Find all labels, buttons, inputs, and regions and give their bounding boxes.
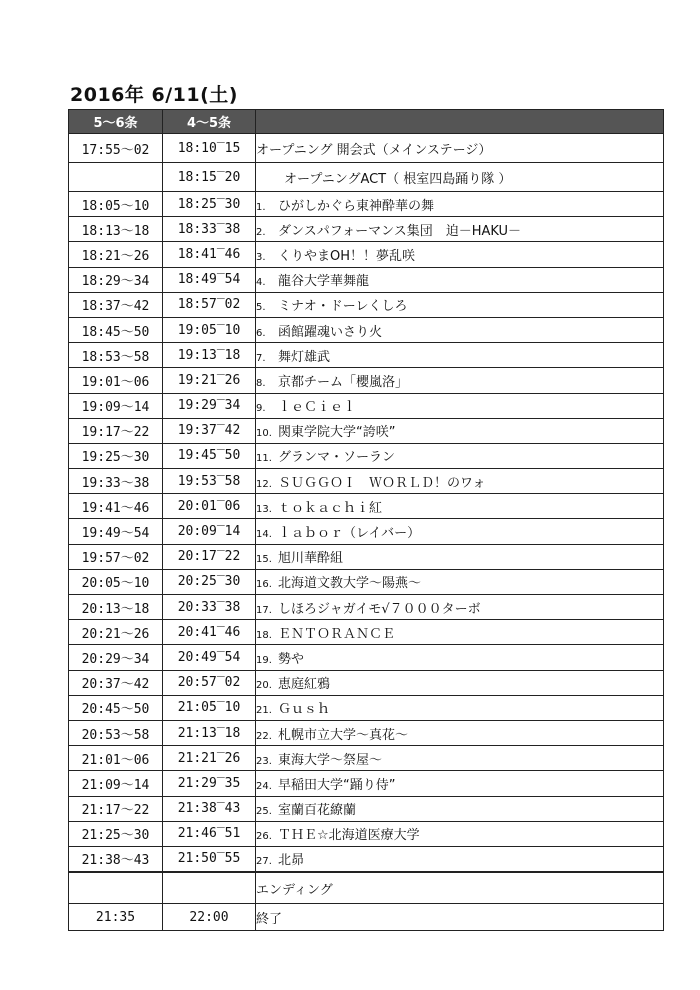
time-5-6jo-cell: 18:21～26 xyxy=(69,242,163,267)
entry-number: 2. xyxy=(256,226,266,238)
program-cell xyxy=(256,846,664,872)
program-name: 舞灯雄武 xyxy=(278,349,331,365)
program-cell xyxy=(256,242,664,267)
time-5-6jo-cell: 19:57～02 xyxy=(69,544,163,569)
time-4-5jo-cell: 18:15‾20 xyxy=(163,163,256,192)
time-4-5jo-cell: 21:46‾51 xyxy=(163,821,256,846)
table-row xyxy=(69,695,664,720)
entry-number: 12. xyxy=(256,478,272,490)
program-name: 北昴 xyxy=(278,853,305,869)
table-row xyxy=(69,443,664,468)
program-cell xyxy=(256,519,664,544)
program-name: ｌａｂｏｒ（レイバー） xyxy=(278,526,421,542)
table-row xyxy=(69,771,664,796)
table-row xyxy=(69,343,664,368)
program-name: 札幌市立大学～真花～ xyxy=(278,727,409,743)
time-4-5jo-cell: 20:57‾02 xyxy=(163,670,256,695)
program-cell xyxy=(256,292,664,317)
time-5-6jo-cell: 20:13～18 xyxy=(69,595,163,620)
time-4-5jo-cell: 21:50‾55 xyxy=(163,846,256,872)
time-5-6jo-cell: 20:53～58 xyxy=(69,720,163,745)
entry-number: 6. xyxy=(256,327,266,339)
program-name: 京都チーム「櫻嵐洛」 xyxy=(278,374,409,390)
entry-number: 8. xyxy=(256,377,266,389)
entry-number: 15. xyxy=(256,554,272,566)
table-row xyxy=(69,544,664,569)
time-4-5jo-cell: 19:53‾58 xyxy=(163,469,256,494)
time-4-5jo-cell: 20:49‾54 xyxy=(163,645,256,670)
program-name: エンディング xyxy=(256,882,333,898)
time-5-6jo-cell: 20:29～34 xyxy=(69,645,163,670)
program-cell xyxy=(256,796,664,821)
table-row xyxy=(69,292,664,317)
program-name: くりやまOH！！夢乱咲 xyxy=(278,248,416,264)
time-4-5jo-cell: 21:21‾26 xyxy=(163,746,256,771)
entry-number: 7. xyxy=(256,352,266,364)
time-5-6jo-cell: 21:01～06 xyxy=(69,746,163,771)
entry-number: 19. xyxy=(256,654,272,666)
program-cell xyxy=(256,317,664,342)
time-5-6jo-cell: 21:35 xyxy=(69,904,163,931)
program-cell xyxy=(256,821,664,846)
entry-number: 10. xyxy=(256,428,272,440)
time-5-6jo-cell: 18:37～42 xyxy=(69,292,163,317)
program-cell xyxy=(256,217,664,242)
program-name: しほろジャガイモ√７０００ターボ xyxy=(278,601,481,617)
program-name: オープニング 開会式（メインステージ） xyxy=(256,142,492,158)
entry-number: 23. xyxy=(256,755,272,767)
table-row xyxy=(69,469,664,494)
program-cell xyxy=(256,163,664,192)
program-name: 恵庭紅鴉 xyxy=(278,677,331,693)
time-5-6jo-cell: 19:17～22 xyxy=(69,418,163,443)
time-5-6jo-cell: 21:17～22 xyxy=(69,796,163,821)
program-cell xyxy=(256,569,664,594)
time-4-5jo-cell: 19:37‾42 xyxy=(163,418,256,443)
time-5-6jo-cell: 18:45～50 xyxy=(69,317,163,342)
entry-number: 14. xyxy=(256,529,272,541)
time-4-5jo-cell: 20:09‾14 xyxy=(163,519,256,544)
page-title: 2016年 6/11(土) xyxy=(70,84,238,106)
time-4-5jo-cell: 21:29‾35 xyxy=(163,771,256,796)
entry-number: 25. xyxy=(256,806,272,818)
time-4-5jo-cell: 18:41‾46 xyxy=(163,242,256,267)
time-5-6jo-cell: 19:25～30 xyxy=(69,443,163,468)
table-row xyxy=(69,317,664,342)
header-cell xyxy=(256,110,664,134)
time-4-5jo-cell: 22:00 xyxy=(163,904,256,931)
time-4-5jo-cell: 20:41‾46 xyxy=(163,620,256,645)
program-name: 函館躍魂いさり火 xyxy=(278,324,383,340)
time-4-5jo-cell: 19:13‾18 xyxy=(163,343,256,368)
table-row xyxy=(69,192,664,217)
program-name: 龍谷大学華舞龍 xyxy=(278,274,370,290)
time-4-5jo-cell xyxy=(163,872,256,904)
time-5-6jo-cell: 21:09～14 xyxy=(69,771,163,796)
time-5-6jo-cell: 21:25～30 xyxy=(69,821,163,846)
program-cell xyxy=(256,192,664,217)
table-row xyxy=(69,163,664,192)
program-cell xyxy=(256,695,664,720)
table-row xyxy=(69,595,664,620)
entry-number: 1. xyxy=(256,201,266,213)
program-name: オープニングACT（ 根室四島踊り隊 ） xyxy=(284,171,512,187)
program-name: 関東学院大学“誇咲” xyxy=(278,425,396,441)
time-4-5jo-cell: 18:49‾54 xyxy=(163,267,256,292)
program-cell xyxy=(256,494,664,519)
program-cell xyxy=(256,872,664,904)
time-4-5jo-cell: 19:05‾10 xyxy=(163,317,256,342)
header-cell: 5～6条 xyxy=(69,110,163,134)
table-row xyxy=(69,746,664,771)
time-5-6jo-cell: 19:01～06 xyxy=(69,368,163,393)
header-row xyxy=(69,110,664,134)
entry-number: 9. xyxy=(256,403,266,415)
program-name: 早稲田大学“踊り侍” xyxy=(278,777,396,793)
schedule-body xyxy=(69,134,664,931)
program-cell xyxy=(256,368,664,393)
time-5-6jo-cell: 20:45～50 xyxy=(69,695,163,720)
program-cell xyxy=(256,134,664,163)
table-row xyxy=(69,494,664,519)
table-row xyxy=(69,569,664,594)
table-row xyxy=(69,796,664,821)
entry-number: 4. xyxy=(256,277,266,289)
table-row xyxy=(69,872,664,904)
entry-number: 13. xyxy=(256,503,272,515)
table-row xyxy=(69,846,664,872)
entry-number: 20. xyxy=(256,680,272,692)
table-row xyxy=(69,720,664,745)
schedule-table xyxy=(68,109,664,931)
table-row xyxy=(69,134,664,163)
table-row xyxy=(69,267,664,292)
program-cell xyxy=(256,904,664,931)
table-row xyxy=(69,418,664,443)
time-5-6jo-cell xyxy=(69,163,163,192)
program-name: Ｇｕｓｈ xyxy=(278,702,331,718)
time-4-5jo-cell: 18:33‾38 xyxy=(163,217,256,242)
entry-number: 17. xyxy=(256,604,272,616)
table-row xyxy=(69,242,664,267)
program-cell xyxy=(256,393,664,418)
time-4-5jo-cell: 19:29‾34 xyxy=(163,393,256,418)
entry-number: 21. xyxy=(256,705,272,717)
time-4-5jo-cell: 18:25‾30 xyxy=(163,192,256,217)
program-name: 北海道文教大学～陽燕～ xyxy=(278,576,422,592)
program-cell xyxy=(256,418,664,443)
table-row xyxy=(69,904,664,931)
time-5-6jo-cell: 21:38～43 xyxy=(69,846,163,872)
time-5-6jo-cell: 19:09～14 xyxy=(69,393,163,418)
program-name: 終了 xyxy=(256,911,283,927)
program-cell xyxy=(256,267,664,292)
program-name: 室蘭百花繚蘭 xyxy=(278,803,357,819)
entry-number: 22. xyxy=(256,730,272,742)
table-row xyxy=(69,393,664,418)
time-4-5jo-cell: 18:57‾02 xyxy=(163,292,256,317)
time-4-5jo-cell: 20:33‾38 xyxy=(163,595,256,620)
program-name: 旭川華酔組 xyxy=(278,551,344,567)
time-4-5jo-cell: 21:13‾18 xyxy=(163,720,256,745)
program-name: グランマ・ソーラン xyxy=(278,450,396,466)
program-cell xyxy=(256,544,664,569)
entry-number: 16. xyxy=(256,579,272,591)
program-cell xyxy=(256,670,664,695)
time-5-6jo-cell: 18:29～34 xyxy=(69,267,163,292)
time-5-6jo-cell: 19:41～46 xyxy=(69,494,163,519)
program-name: ｌｅＣｉｅｌ xyxy=(278,400,357,416)
program-cell xyxy=(256,469,664,494)
program-cell xyxy=(256,620,664,645)
time-5-6jo-cell: 19:49～54 xyxy=(69,519,163,544)
entry-number: 3. xyxy=(256,251,266,263)
program-cell xyxy=(256,746,664,771)
time-4-5jo-cell: 19:21‾26 xyxy=(163,368,256,393)
entry-number: 5. xyxy=(256,302,266,314)
program-cell xyxy=(256,443,664,468)
time-4-5jo-cell: 18:10‾15 xyxy=(163,134,256,163)
program-cell xyxy=(256,645,664,670)
time-4-5jo-cell: 20:17‾22 xyxy=(163,544,256,569)
table-row xyxy=(69,645,664,670)
table-row xyxy=(69,670,664,695)
time-5-6jo-cell xyxy=(69,872,163,904)
time-4-5jo-cell: 19:45‾50 xyxy=(163,443,256,468)
program-cell xyxy=(256,595,664,620)
program-name: ｔｏｋａｃｈｉ紅 xyxy=(278,500,383,516)
program-name: ダンスパフォーマンス集団 迫－HAKU－ xyxy=(278,223,522,239)
time-5-6jo-cell: 20:37～42 xyxy=(69,670,163,695)
program-cell xyxy=(256,343,664,368)
table-row xyxy=(69,368,664,393)
time-4-5jo-cell: 20:01‾06 xyxy=(163,494,256,519)
program-name: ＳＵＧＧＯＩ ＷＯＲＬＤ！のワォ xyxy=(278,475,486,491)
time-5-6jo-cell: 18:13～18 xyxy=(69,217,163,242)
time-4-5jo-cell: 21:05‾10 xyxy=(163,695,256,720)
time-5-6jo-cell: 20:05～10 xyxy=(69,569,163,594)
program-cell xyxy=(256,720,664,745)
table-row xyxy=(69,821,664,846)
time-5-6jo-cell: 18:05～10 xyxy=(69,192,163,217)
header-cell: 4～5条 xyxy=(163,110,256,134)
program-name: ＥＮＴＯＲＡＮＣＥ xyxy=(278,626,396,642)
entry-number: 27. xyxy=(256,856,272,868)
entry-number: 18. xyxy=(256,629,272,641)
time-4-5jo-cell: 20:25‾30 xyxy=(163,569,256,594)
program-name: ミナオ・ドーレくしろ xyxy=(278,299,408,315)
program-cell xyxy=(256,771,664,796)
time-5-6jo-cell: 20:21～26 xyxy=(69,620,163,645)
time-4-5jo-cell: 21:38‾43 xyxy=(163,796,256,821)
entry-number: 11. xyxy=(256,453,272,465)
program-name: 東海大学～祭屋～ xyxy=(278,752,383,768)
entry-number: 24. xyxy=(256,780,272,792)
program-name: ひがしかぐら東神酔華の舞 xyxy=(278,198,435,214)
table-row xyxy=(69,519,664,544)
table-row xyxy=(69,217,664,242)
program-name: ＴＨＥ☆北海道医療大学 xyxy=(278,828,420,844)
time-5-6jo-cell: 18:53～58 xyxy=(69,343,163,368)
table-row xyxy=(69,620,664,645)
time-5-6jo-cell: 17:55～02 xyxy=(69,134,163,163)
time-5-6jo-cell: 19:33～38 xyxy=(69,469,163,494)
entry-number: 26. xyxy=(256,831,272,843)
program-name: 勢や xyxy=(278,651,305,667)
